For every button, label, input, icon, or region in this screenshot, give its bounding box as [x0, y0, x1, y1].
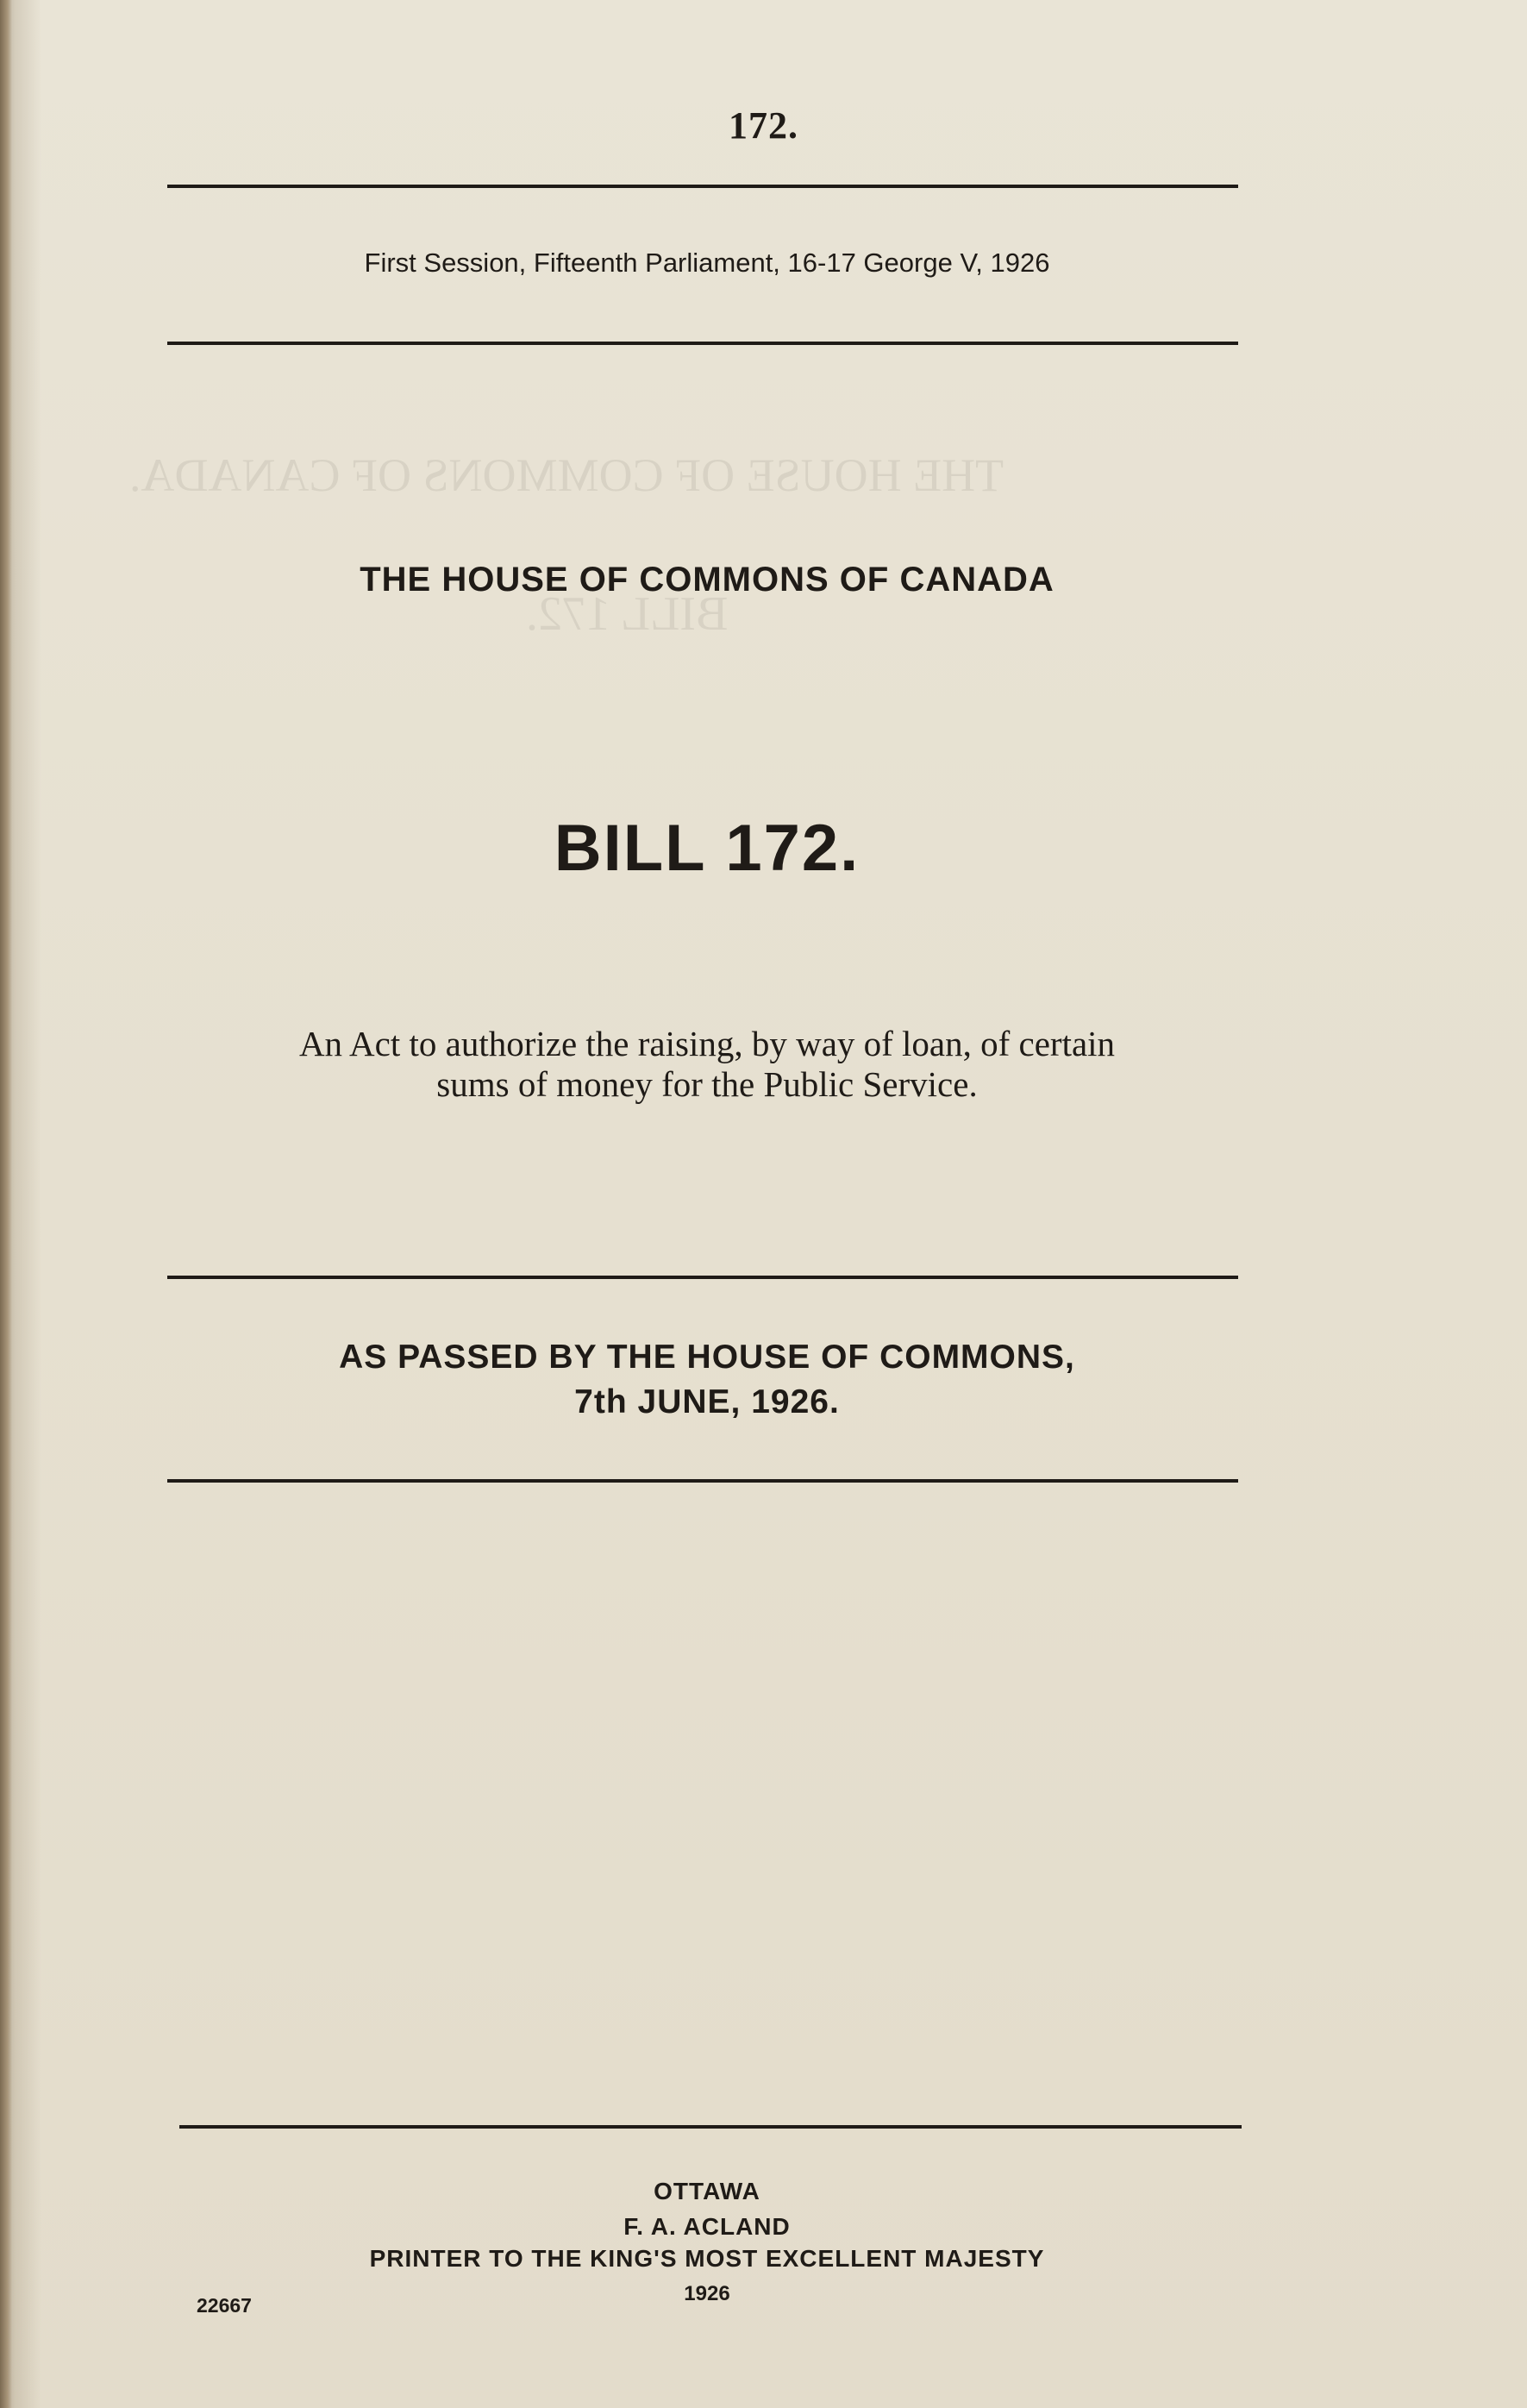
passage-rule — [167, 1479, 1238, 1483]
house-title: THE HOUSE OF COMMONS OF CANADA — [360, 561, 1055, 599]
imprint-rule — [179, 2125, 1242, 2129]
session-line: First Session, Fifteenth Parliament, 16-17 George V, 1926 — [364, 248, 1050, 278]
top-rule — [167, 185, 1238, 188]
passage-date: 7th JUNE, 1926. — [574, 1383, 840, 1420]
bleed-through-text: BILL 172. — [526, 587, 729, 641]
passage-statement: AS PASSED BY THE HOUSE OF COMMONS, — [339, 1339, 1075, 1376]
print-code: 22667 — [197, 2294, 252, 2317]
book-spine-edge — [0, 0, 12, 2408]
bleed-through-text: THE HOUSE OF COMMONS OF CANADA. — [129, 449, 1004, 501]
act-description-line-2: sums of money for the Public Service. — [436, 1064, 978, 1104]
bill-title: BILL 172. — [554, 812, 861, 885]
session-rule — [167, 342, 1238, 345]
imprint-printer-title: PRINTER TO THE KING'S MOST EXCELLENT MAJESTY — [369, 2245, 1045, 2272]
bill-number-heading: 172. — [729, 104, 798, 147]
imprint-printer-name: F. A. ACLAND — [623, 2213, 791, 2240]
description-rule — [167, 1276, 1238, 1279]
act-description-line-1: An Act to authorize the raising, by way of loan, of certain — [298, 1024, 1116, 1063]
imprint-year: 1926 — [684, 2282, 730, 2305]
imprint-city: OTTAWA — [654, 2178, 760, 2204]
